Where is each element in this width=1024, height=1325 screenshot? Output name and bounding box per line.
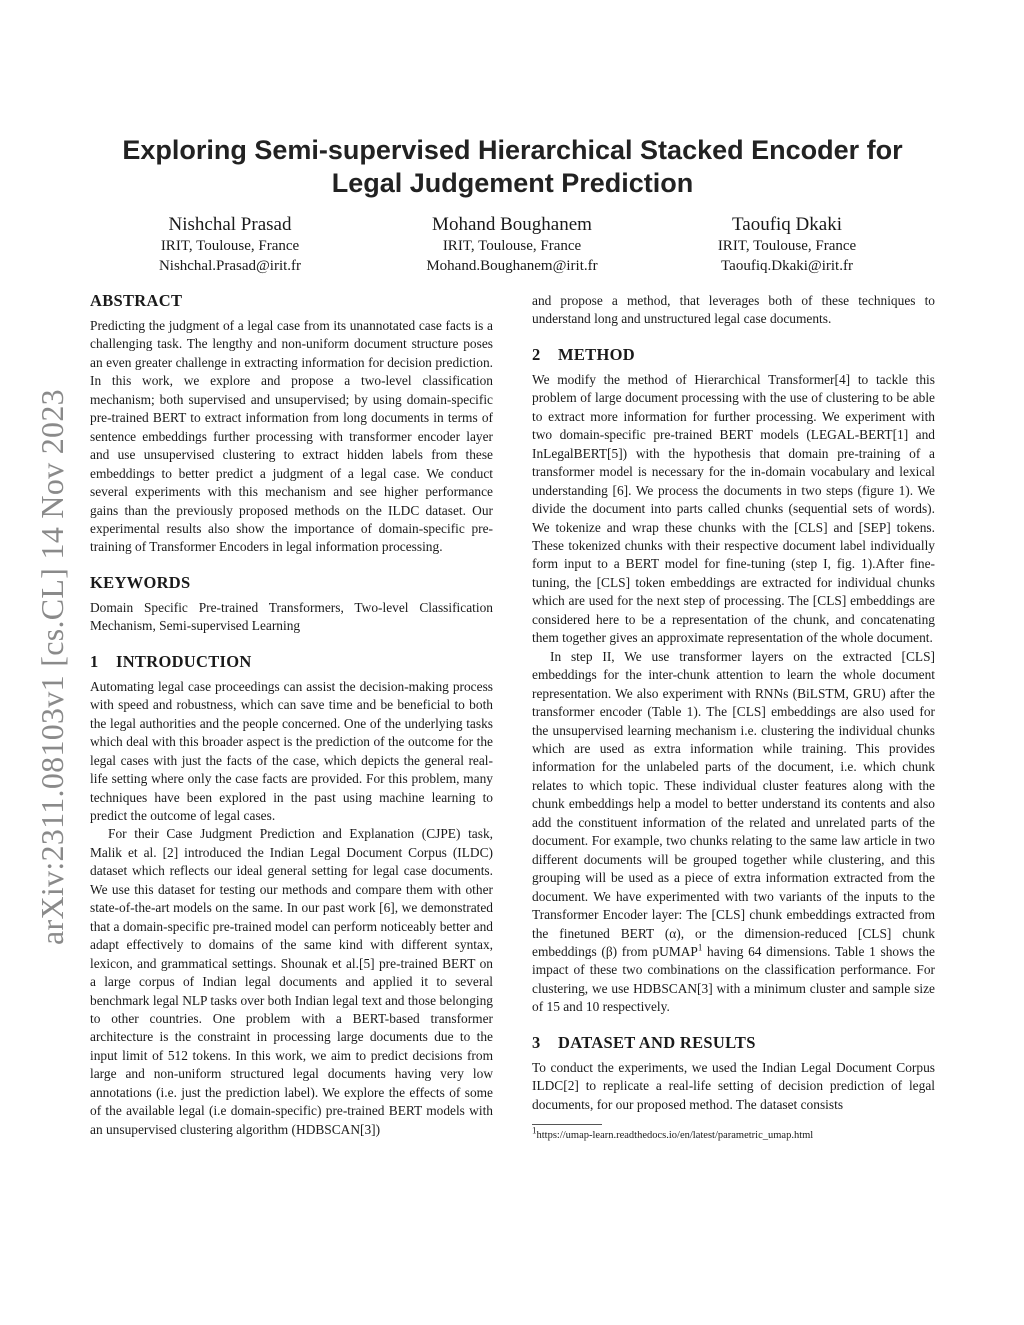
author-email: Taoufiq.Dkaki@irit.fr xyxy=(721,258,853,274)
keywords-heading: KEYWORDS xyxy=(90,572,191,592)
method-text: In step II, We use transformer layers on the extracted [CLS] embeddings for the inter-chunk attention to learn the whole document representation. We also experiment with RNNs (BiLSTM, GRU) after the transformer encoder (Table 1). The [CLS] embeddings are also used for the unsupervised learning mechanism i.e. clustering the individual chunks which are used as extra information while training. This provides information for the unlabeled parts of the document, i.e. which chunk relates to which topic. These individual cluster features along with the chunk embeddings help a model to better understand its contents and also add the constituent information of the related and unrelated parts of the document. For example, two chunks relating to the same law article in two different documents will be grouped together while clustering, and this grouping will be used as a piece of extra information extracted from the document. We have experimented with two variants of the inputs to the Transformer Encoder layer: The [CLS] chunk embeddings extracted from the finetuned BERT (α), or the dimension-reduced [CLS] chunk embeddings (β) from pUMAP xyxy=(532,648,935,959)
author-email: Nishchal.Prasad@irit.fr xyxy=(158,258,302,274)
footnote-rule xyxy=(532,1124,602,1125)
author-email: Mohand.Boughanem@irit.fr xyxy=(426,258,598,274)
footnote xyxy=(532,1125,935,1142)
section-number: 1 xyxy=(90,651,99,671)
author-block xyxy=(90,214,935,284)
introduction-paragraph: For their Case Judgment Prediction and Explanation (CJPE) task, Malik et al. [2] introduced the Indian Legal Document Corpus (ILDC) dataset which reflects our ideal general setting for legal case documents. We use this dataset for testing our methods and compare them with other state-of-the-art models on the same. In our past work [6], we demonstrated that a domain-specific pre-trained model can perform noticeably better and adapt effectively to domains of the same kind with different syntax, lexicon, and grammatical settings. Shounak et al.[5] pre-trained BERT on a large corpus of Indian legal documents and applied it to several benchmark legal NLP tasks over both Indian legal text and those belonging to other countries. One problem with a BERT-based transformer architecture is the constraint in processing large documents due to the input limit of 512 tokens. In this work, we aim to predict decisions from large and non-uniform structured legal documents having very low annotations (i.e. just the prediction label). We explore the effects of some of the available legal (i.e domain-specific) pre-trained BERT models with an unsupervised clustering algorithm (HDBSCAN[3]) xyxy=(90,826,493,1137)
section-number: 2 xyxy=(532,344,541,364)
method-heading xyxy=(532,345,935,365)
introduction-heading xyxy=(90,652,493,672)
method-text: having 64 dimensions. Table 1 shows the impact of these two combinations on the classification performance. For clustering, we use HDBSCAN[3] with a minimum cluster and sample size of 15 and 10 respectively. xyxy=(532,943,935,1015)
footnote-number: 1 xyxy=(532,1125,537,1136)
section-number: 3 xyxy=(532,1032,541,1052)
section-title: INTRODUCTION xyxy=(116,651,252,671)
keywords-text: Domain Specific Pre-trained Transformers, Two-level Classification Mechanism, Semi-supervised Learning xyxy=(90,599,493,634)
author-name: Mohand Boughanem xyxy=(432,214,592,235)
footnote-url: https://umap-learn.readthedocs.io/en/latest/parametric_umap.html xyxy=(536,1130,814,1142)
author-name: Nishchal Prasad xyxy=(168,214,292,235)
introduction-paragraph: Automating legal case proceedings can assist the decision-making process with speed and robustness, which can save time and be beneficial to both the legal authorities and the people concerned. One of the underlying tasks which deal with this broader aspect is the prediction of the outcome for the legal cases with just the facts of the case, which depicts the general real-life setting where only the case facts are provided. For this problem, many techniques have been explored in the past using machine learning to predict the outcome of legal cases. xyxy=(90,678,493,823)
right-column xyxy=(532,292,935,1142)
arxiv-identifier: arXiv:2311.08103v1 [cs.CL] 14 Nov 2023 xyxy=(34,389,70,945)
dataset-heading xyxy=(532,1033,935,1053)
paper-title: Exploring Semi-supervised Hierarchical Stacked Encoder for Legal Judgement Prediction xyxy=(122,135,903,198)
author-2 xyxy=(372,214,652,276)
dataset-paragraph: To conduct the experiments, we used the Indian Legal Document Corpus ILDC[2] to replicate a real-life setting of decision prediction of legal documents, for our proposed method. The dataset consists xyxy=(532,1059,935,1112)
author-affiliation: IRIT, Toulouse, France xyxy=(160,238,300,254)
author-1 xyxy=(90,214,370,276)
section-title: DATASET AND RESULTS xyxy=(558,1032,756,1052)
method-paragraph: We modify the method of Hierarchical Transformer[4] to tackle this problem of large document processing with the use of clustering to be able to extract more information for further processing. We experiment with two domain-specific pre-trained BERT models (LEGAL-BERT[1] and InLegalBERT[5]) with the hypothesis that domain pre-training of a transformer model is necessary for the in-domain vocabulary and lexical understanding [6]. We process the documents in two steps (figure 1). We divide the document into parts called chunks (sequential sets of words). We tokenize and wrap these chunks with the [CLS] and [SEP] tokens. These tokenized chunks with their respective document label individually form input to a BERT model for fine-tuning (step I, fig. 1).After fine-tuning, the [CLS] token embeddings are extracted for individual chunks which are used for the next step of processing. The [CLS] embeddings are considered here to be a representation of the chunk, and concatenating them together gives an approximate representation of the whole document. xyxy=(532,371,935,646)
abstract-heading: ABSTRACT xyxy=(90,291,183,310)
abstract-text: Predicting the judgment of a legal case from its unannotated case facts is a challenging task. The lengthy and non-uniform document structure poses an even greater challenge in extracting information for decision prediction. In this work, we explore and propose a two-level classification mechanism; both supervised and unsupervised; by using domain-specific pre-trained BERT to extract information from long documents in terms of sentence embeddings further processing with transformer encoder layer and use unsupervised clustering to extract hidden labels from these embeddings to better predict a judgment of a legal case. We conduct several experiments with this mechanism and see higher performance gains than the previously proposed methods on the ILDC dataset. Our experimental results also show the importance of domain-specific pre-training of Transformer Encoders in legal information processing. xyxy=(90,318,493,555)
author-3 xyxy=(647,214,927,276)
author-affiliation: IRIT, Toulouse, France xyxy=(442,238,582,254)
author-affiliation: IRIT, Toulouse, France xyxy=(717,238,857,254)
method-paragraph xyxy=(532,648,935,1017)
left-column xyxy=(90,291,493,1139)
section-title: METHOD xyxy=(558,344,635,364)
introduction-continued: and propose a method, that leverages both of these techniques to understand long and unstructured legal case documents. xyxy=(532,293,935,327)
author-name: Taoufiq Dkaki xyxy=(731,214,842,235)
footnote-marker: 1 xyxy=(697,942,703,953)
